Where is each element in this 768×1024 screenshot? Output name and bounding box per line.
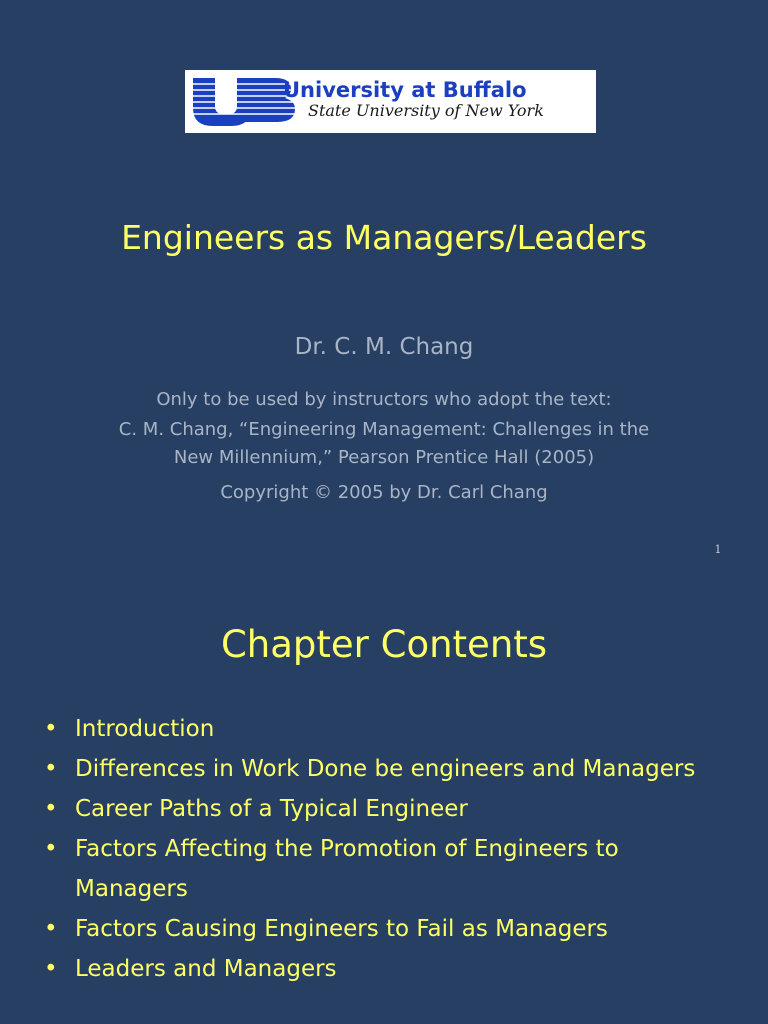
contents-slide: [0, 576, 768, 1024]
usage-note-line-1: Only to be used by instructors who adopt the text:: [156, 389, 612, 410]
list-item: [44, 829, 724, 909]
logo-state-university: State University of New York: [308, 101, 544, 120]
usage-note-line-3: New Millennium,” Pearson Prentice Hall (2005): [173, 447, 595, 468]
bullet-icon: •: [44, 956, 58, 982]
list-item-text: Factors Causing Engineers to Fail as Managers: [75, 916, 608, 942]
list-item-text: Leaders and Managers: [75, 956, 337, 982]
university-logo: [185, 70, 596, 133]
bullet-icon: •: [44, 796, 58, 822]
slide-title: Engineers as Managers/Leaders: [121, 218, 647, 257]
bullet-icon: •: [44, 716, 58, 742]
list-item-text: Factors Affecting the Promotion of Engineers to Managers: [75, 836, 619, 902]
usage-note-line-2: C. M. Chang, “Engineering Management: Challenges in the: [118, 419, 650, 440]
list-item-text: Introduction: [75, 716, 215, 742]
list-item: [44, 749, 724, 789]
list-item: [44, 909, 724, 949]
logo-university-name: University at Buffalo: [283, 78, 527, 102]
list-item-text: Differences in Work Done be engineers and Managers: [75, 756, 696, 782]
author-name: Dr. C. M. Chang: [294, 334, 474, 360]
slide-page-number: 1: [714, 543, 722, 556]
bullet-icon: •: [44, 756, 58, 782]
chapter-contents-list: [44, 709, 724, 989]
slide-title: Chapter Contents: [220, 623, 548, 666]
list-item: [44, 709, 724, 749]
list-item: [44, 949, 724, 989]
copyright-notice: Copyright © 2005 by Dr. Carl Chang: [220, 482, 548, 503]
list-item: [44, 789, 724, 829]
ub-logo-graphic: [185, 70, 596, 133]
bullet-icon: •: [44, 836, 58, 862]
list-item-text: Career Paths of a Typical Engineer: [75, 796, 468, 822]
bullet-icon: •: [44, 916, 58, 942]
